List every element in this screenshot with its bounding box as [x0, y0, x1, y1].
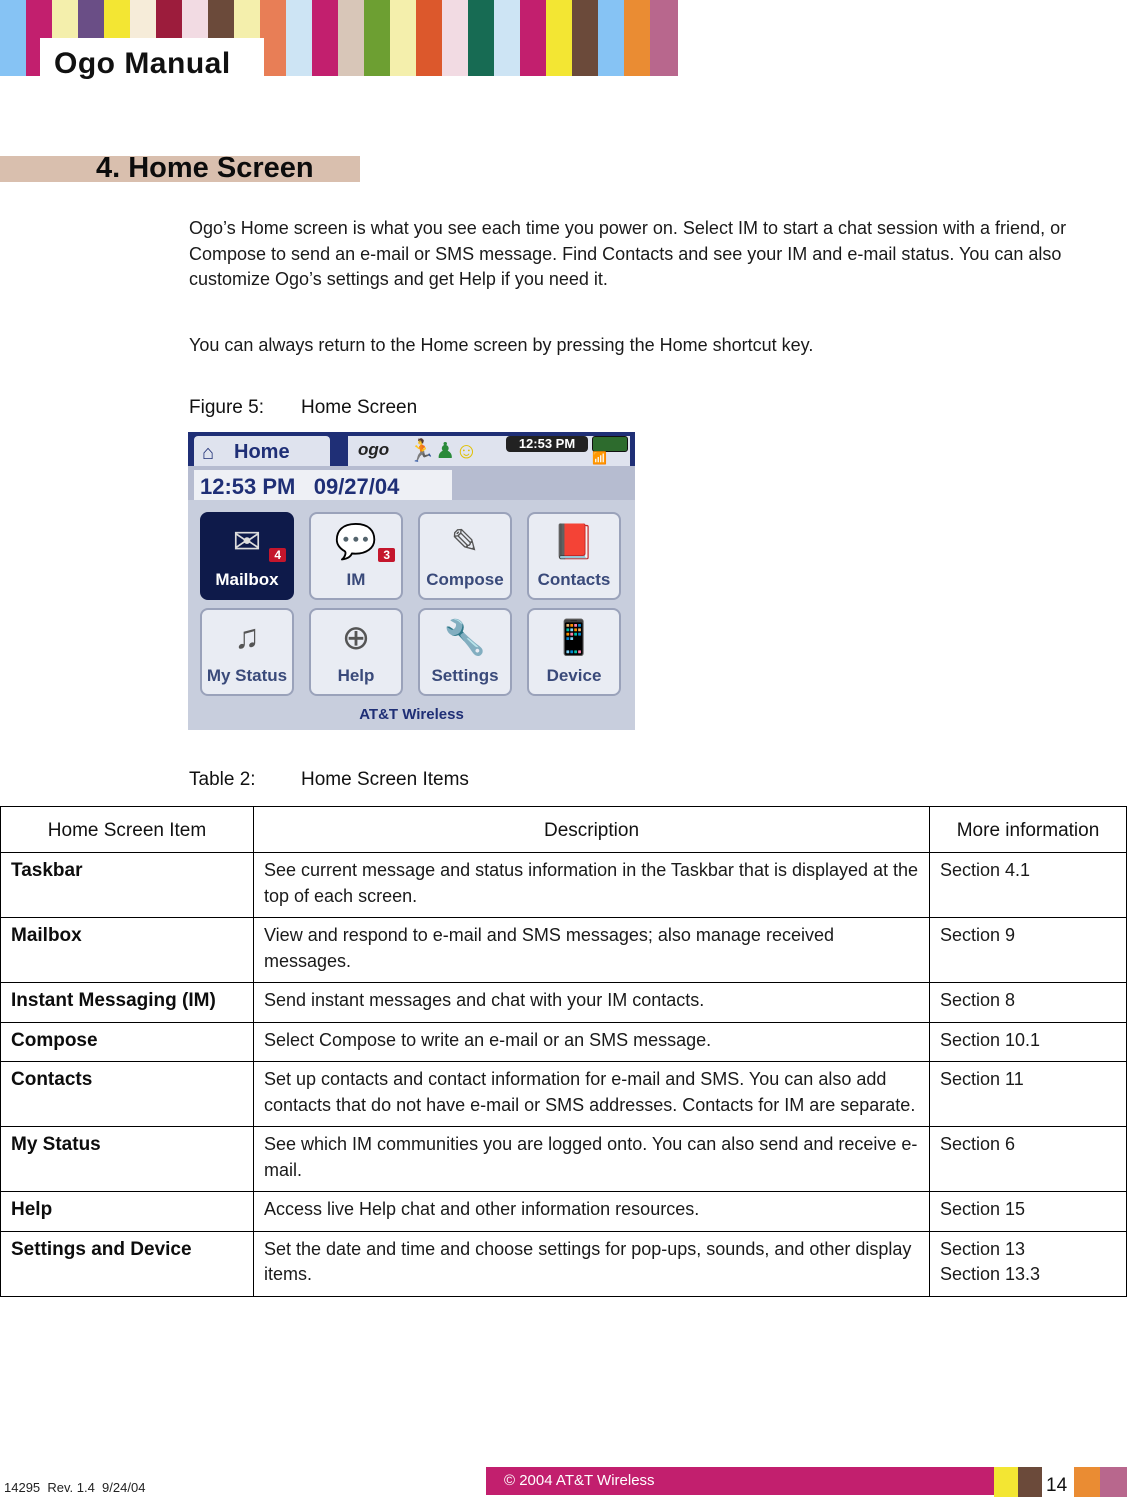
- yahoo-smiley-icon: ☺: [455, 438, 478, 463]
- cell-more: Section 10.1: [930, 1022, 1127, 1062]
- table-header-row: [1, 807, 1127, 853]
- device-tile-contacts: [527, 512, 621, 600]
- header-stripe: [650, 0, 678, 76]
- cell-desc: Set up contacts and contact information for e-mail and SMS. You can also add contacts that do not have e-mail or SMS addresses. Contacts for IM are separate.: [254, 1062, 930, 1127]
- table-caption: [189, 769, 469, 791]
- device-tile-device: [527, 608, 621, 696]
- aim-runner-icon: 🏃: [408, 438, 436, 463]
- cell-item: Taskbar: [1, 853, 254, 918]
- msn-buddy-icon: ♟: [435, 438, 456, 463]
- unread-count-badge: 4: [269, 548, 286, 562]
- cell-more: Section 11: [930, 1062, 1127, 1127]
- device-tile-im: [309, 512, 403, 600]
- header-stripe: [286, 0, 312, 76]
- im-status-icons: [408, 438, 478, 464]
- cell-desc: Access live Help chat and other information resources.: [254, 1192, 930, 1232]
- header-stripe: [338, 0, 364, 76]
- lifebuoy-icon: ⊕: [341, 619, 371, 657]
- header-stripe: [468, 0, 494, 76]
- footer-swatch-yellow: [994, 1467, 1018, 1497]
- cell-item: My Status: [1, 1127, 254, 1192]
- home-screen-figure: [188, 432, 635, 730]
- cell-more: Section 6: [930, 1127, 1127, 1192]
- device-tile-label: Device: [546, 666, 602, 685]
- header-stripe: [572, 0, 598, 76]
- cell-more: Section 8: [930, 983, 1127, 1023]
- cell-item: Settings and Device: [1, 1231, 254, 1296]
- table-number: Table 2:: [189, 769, 256, 790]
- device-home-label: Home: [234, 441, 290, 463]
- table-row: [1, 918, 1127, 983]
- cell-desc: View and respond to e-mail and SMS messages; also manage received messages.: [254, 918, 930, 983]
- battery-icon: [592, 436, 628, 452]
- table-row: [1, 1192, 1127, 1232]
- signal-icon: 📶: [592, 451, 607, 465]
- logo-text: Ogo Manual: [54, 47, 231, 80]
- wrench-icon: 🔧: [443, 619, 487, 657]
- chat-bubbles-icon: 💬: [334, 523, 378, 561]
- table-row: [1, 1022, 1127, 1062]
- header-stripe: [520, 0, 546, 76]
- table-row: [1, 1062, 1127, 1127]
- table-row: [1, 1231, 1127, 1296]
- header-stripe: [494, 0, 520, 76]
- footer-swatch-brown: [1018, 1467, 1042, 1497]
- footer-swatch-mauve: [1100, 1467, 1127, 1497]
- table-title: Home Screen Items: [301, 769, 469, 790]
- cell-desc: Set the date and time and choose settings for pop-ups, sounds, and other display items.: [254, 1231, 930, 1296]
- header-stripe: [312, 0, 338, 76]
- header-stripe: [546, 0, 572, 76]
- cell-desc: Send instant messages and chat with your IM contacts.: [254, 983, 930, 1023]
- cell-more: Section 15: [930, 1192, 1127, 1232]
- figure-number: Figure 5:: [189, 397, 264, 418]
- header-stripe: [442, 0, 468, 76]
- device-tile-label: Mailbox: [215, 570, 279, 589]
- envelope-icon: ✉: [232, 523, 262, 561]
- table-row: [1, 853, 1127, 918]
- cell-more: Section 4.1: [930, 853, 1127, 918]
- device-tile-my-status: [200, 608, 294, 696]
- footer-swatch-orange: [1074, 1467, 1100, 1497]
- intro-paragraph: Ogo’s Home screen is what you see each time you power on. Select IM to start a chat session with a friend, or Compose to send an e-mail or SMS message. Find Contacts and see your IM and e-mail status. You can also customize Ogo’s settings and get Help if you need it.: [189, 218, 1067, 289]
- header-stripe: [416, 0, 442, 76]
- device-datetime: 12:53 PM 09/27/04: [200, 474, 400, 499]
- device-tile-compose: [418, 512, 512, 600]
- device-clock: 12:53 PM: [506, 436, 588, 452]
- cell-item: Compose: [1, 1022, 254, 1062]
- section-heading: 4. Home Screen: [96, 152, 314, 184]
- header-stripe: [624, 0, 650, 76]
- header-stripe: [364, 0, 390, 76]
- header-stripe: [0, 0, 26, 76]
- device-ogo-mark: ogo: [358, 440, 390, 459]
- address-book-icon: 📕: [552, 523, 596, 561]
- copyright: © 2004 AT&T Wireless: [504, 1472, 655, 1489]
- home-key-paragraph: You can always return to the Home screen by pressing the Home shortcut key.: [189, 335, 814, 355]
- device-tile-label: My Status: [206, 666, 288, 685]
- cell-item: Mailbox: [1, 918, 254, 983]
- device-tile-help: [309, 608, 403, 696]
- cell-desc: See current message and status information in the Taskbar that is displayed at the top of each screen.: [254, 853, 930, 918]
- table-row: [1, 1127, 1127, 1192]
- pen-icon: ✎: [450, 523, 480, 561]
- device-tile-label: Help: [337, 666, 375, 685]
- header-stripe: [390, 0, 416, 76]
- house-icon: ⌂: [202, 442, 215, 464]
- device-app-grid: [198, 512, 628, 704]
- table-row: [1, 983, 1127, 1023]
- unread-count-badge: 3: [378, 548, 395, 562]
- header-more-info: More information: [930, 807, 1127, 853]
- device-tile-label: Settings: [431, 666, 499, 685]
- device-tile-mailbox: [200, 512, 294, 600]
- cell-desc: See which IM communities you are logged onto. You can also send and receive e-mail.: [254, 1127, 930, 1192]
- home-screen-items-table: [0, 806, 1127, 1297]
- cell-desc: Select Compose to write an e-mail or an SMS message.: [254, 1022, 930, 1062]
- device-tile-label: IM: [346, 570, 366, 589]
- cell-item: Instant Messaging (IM): [1, 983, 254, 1023]
- document-id: 14295 Rev. 1.4 9/24/04: [4, 1480, 146, 1495]
- header-description: Description: [254, 807, 930, 853]
- cell-more: Section 13 Section 13.3: [930, 1231, 1127, 1296]
- handheld-device-icon: 📱: [552, 619, 596, 657]
- heartbeat-icon: ♫: [234, 618, 260, 656]
- figure-title: Home Screen: [301, 397, 418, 418]
- header-stripe: [598, 0, 624, 76]
- cell-item: Help: [1, 1192, 254, 1232]
- page-number: 14: [1046, 1475, 1068, 1496]
- device-tile-label: Compose: [426, 570, 504, 589]
- device-tile-label: Contacts: [537, 570, 611, 589]
- device-tile-settings: [418, 608, 512, 696]
- figure-caption: [189, 397, 417, 419]
- device-carrier: AT&T Wireless: [359, 706, 464, 723]
- cell-more: Section 9: [930, 918, 1127, 983]
- cell-item: Contacts: [1, 1062, 254, 1127]
- header-item: Home Screen Item: [1, 807, 254, 853]
